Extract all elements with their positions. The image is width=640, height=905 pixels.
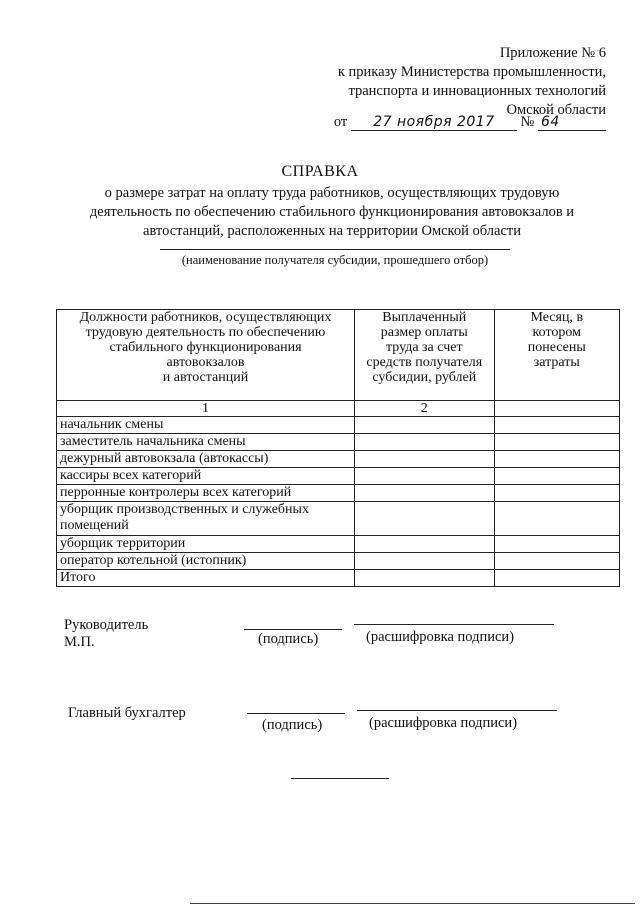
month-cell[interactable] — [494, 451, 619, 468]
recipient-caption: (наименование получателя субсидии, прошедшего отбор) — [181, 253, 489, 267]
table-row — [57, 434, 620, 451]
month-cell[interactable] — [494, 434, 619, 451]
head-decoding-line[interactable] — [354, 624, 554, 625]
month-cell[interactable] — [494, 536, 619, 553]
costs-table — [56, 309, 620, 587]
signature-caption: (подпись) — [258, 631, 319, 647]
column-number: 2 — [355, 401, 494, 417]
position-cell: дежурный автовокзала (автокассы) — [57, 451, 355, 468]
position-cell: заместитель начальника смены — [57, 434, 355, 451]
number-prefix: № — [520, 114, 535, 130]
position-cell: начальник смены — [57, 417, 355, 434]
position-cell: оператор котельной (истопник) — [57, 553, 355, 570]
month-cell[interactable] — [494, 502, 619, 536]
amount-cell[interactable] — [355, 553, 494, 570]
table-row — [57, 536, 620, 553]
amount-cell[interactable] — [355, 570, 494, 587]
recipient-name-line[interactable] — [160, 249, 510, 250]
document-subtitle — [62, 184, 602, 241]
accountant-decoding-line[interactable] — [357, 710, 557, 711]
appendix-line: транспорта и инновационных технологий — [348, 83, 606, 99]
amount-cell[interactable] — [355, 485, 494, 502]
month-cell[interactable] — [494, 553, 619, 570]
amount-cell[interactable] — [355, 536, 494, 553]
signature-caption: (подпись) — [262, 717, 323, 733]
header-cell-position: Должности работников, осуществляющих трудовую деятельность по обеспечению стабильного функционирования автовокзалов и автостанций — [57, 310, 355, 401]
column-number — [494, 401, 619, 417]
decoding-caption: (расшифровка подписи) — [369, 715, 518, 731]
decoding-caption: (расшифровка подписи) — [366, 629, 515, 645]
amount-cell[interactable] — [355, 451, 494, 468]
position-cell: кассиры всех категорий — [57, 468, 355, 485]
date-prefix: от — [333, 114, 348, 130]
table-row — [57, 502, 620, 536]
appendix-line: к приказу Министерства промышленности, — [337, 64, 606, 80]
table-row-total — [57, 570, 620, 587]
table-row — [57, 553, 620, 570]
handwritten-date: 27 ноября 2017 — [351, 114, 517, 131]
amount-cell[interactable] — [355, 502, 494, 536]
month-cell[interactable] — [494, 485, 619, 502]
table-row — [57, 417, 620, 434]
document-title: СПРАВКА — [281, 163, 359, 180]
position-cell: уборщик производственных и служебных помещений — [57, 502, 355, 536]
page-edge-line — [190, 903, 635, 904]
appendix-line: Омской области — [506, 102, 606, 118]
header-cell-month: Месяц, в котором понесены затраты — [494, 310, 619, 401]
position-cell: уборщик территории — [57, 536, 355, 553]
handwritten-number: 64 — [538, 114, 606, 131]
amount-cell[interactable] — [355, 417, 494, 434]
column-number: 1 — [57, 401, 355, 417]
subtitle-line: автостанций, расположенных на территории Омской области — [143, 223, 521, 239]
month-cell[interactable] — [494, 468, 619, 485]
accountant-signature-line[interactable] — [247, 713, 345, 714]
accountant-label: Главный бухгалтер — [68, 705, 186, 721]
position-cell: перронные контролеры всех категорий — [57, 485, 355, 502]
amount-cell[interactable] — [355, 468, 494, 485]
table-row — [57, 451, 620, 468]
order-date-number — [334, 114, 606, 131]
column-number-row — [57, 401, 620, 417]
footnote-separator — [291, 778, 389, 779]
table-row — [57, 468, 620, 485]
amount-cell[interactable] — [355, 434, 494, 451]
month-cell[interactable] — [494, 417, 619, 434]
subtitle-line: о размере затрат на оплату труда работников, осуществляющих трудовую — [104, 185, 560, 201]
table-header-row — [57, 310, 620, 401]
appendix-block — [338, 44, 606, 120]
table-row — [57, 485, 620, 502]
position-cell: Итого — [57, 570, 355, 587]
month-cell[interactable] — [494, 570, 619, 587]
head-label: Руководитель — [64, 617, 149, 633]
head-signature-line[interactable] — [244, 629, 342, 630]
subtitle-line: деятельность по обеспечению стабильного функционирования автовокзалов и — [89, 204, 575, 220]
appendix-line: Приложение № 6 — [499, 45, 606, 61]
header-cell-paid-amount: Выплаченный размер оплаты труда за счет средств получателя субсидии, рублей — [355, 310, 494, 401]
stamp-label: М.П. — [64, 634, 95, 650]
